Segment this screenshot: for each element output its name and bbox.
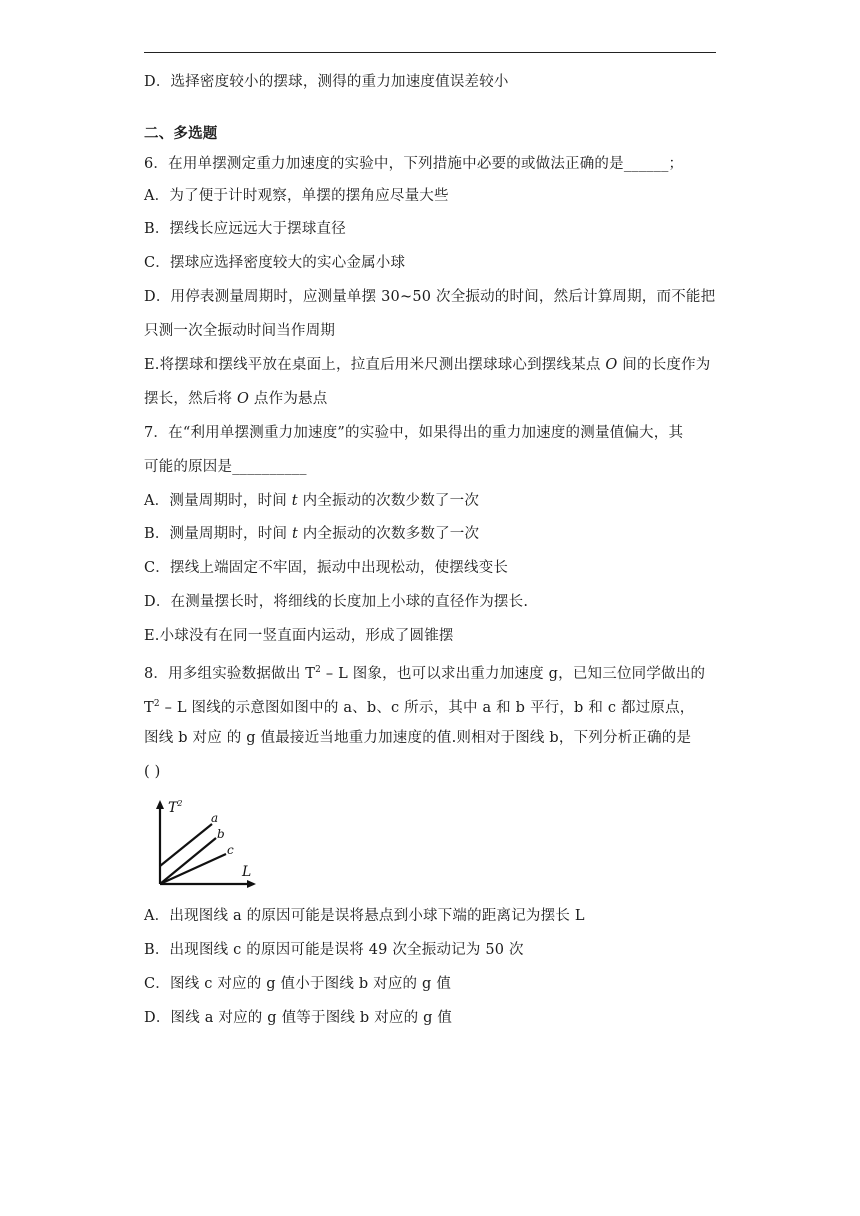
q7-option-b-text-2: 内全振动的次数多数了一次 (298, 526, 480, 542)
previous-question-option-d: D．选择密度较小的摆球，测得的重力加速度值误差较小 (144, 74, 509, 90)
t2-l-graph-svg (150, 796, 266, 892)
q6-option-b: B．摆线长应远远大于摆球直径 (144, 221, 346, 237)
t2-l-graph-figure (150, 796, 266, 892)
q8-option-c: C．图线 c 对应的 g 值小于图线 b 对应的 g 值 (144, 976, 452, 992)
q7-stem-line2: 可能的原因是__________ (144, 459, 307, 475)
q8-stem-text-4: – L 图线的示意图如图中的 a、b、c 所示，其中 a 和 b 平行，b 和 c 都过原点， (159, 699, 695, 716)
q8-stem-line2 (144, 694, 724, 718)
q6-option-d-line2: 只测一次全振动时间当作周期 (144, 323, 336, 339)
q6-stem: 6．在用单摆测定重力加速度的实验中，下列措施中必要的或做法正确的是______； (144, 156, 684, 172)
q6-option-e-var-o: O (605, 357, 618, 373)
q7-option-a-text-1: A．测量周期时，时间 (144, 493, 292, 509)
q7-option-c: C．摆线上端固定不牢固，振动中出现松动，使摆线变长 (144, 560, 509, 576)
q8-stem-text-1: 8．用多组实验数据做出 T (144, 665, 316, 682)
q7-stem-line1: 7．在“利用单摆测重力加速度”的实验中，如果得出的重力加速度的测量值偏大，其 (144, 425, 684, 441)
q8-option-b: B．出现图线 c 的原因可能是误将 49 次全振动记为 50 次 (144, 942, 524, 958)
q8-stem-text-2: – L 图象，也可以求出重力加速度 g，已知三位同学做出的 (321, 665, 706, 682)
q6-option-e-var-o-2: O (237, 391, 250, 407)
section-heading-multiple-choice: 二、多选题 (144, 125, 218, 142)
q7-option-d: D．在测量摆长时，将细线的长度加上小球的直径作为摆长. (144, 594, 529, 610)
q6-option-e-text-3: 摆长，然后将 (144, 391, 238, 407)
q7-option-a-text-2: 内全振动的次数少数了一次 (297, 493, 480, 509)
header-rule (144, 52, 716, 53)
x-axis-arrow-icon (247, 880, 256, 888)
line-b-label: b (217, 827, 225, 841)
q6-option-e-line1 (144, 355, 724, 375)
q7-option-b-var-t: t (291, 526, 298, 542)
q7-option-e: E.小球没有在同一竖直面内运动，形成了圆锥摆 (144, 628, 454, 644)
q6-option-d-line1: D．用停表测量周期时，应测量单摆 30~50 次全振动的时间，然后计算周期，而不能把 (144, 289, 716, 305)
q8-stem-sup-2: 2 (153, 699, 160, 709)
q6-option-e-line2 (144, 389, 724, 409)
q6-option-e-text-2: 间的长度作为 (617, 357, 711, 373)
q8-stem-line1 (144, 660, 724, 684)
q7-option-a-var-t: t (291, 493, 298, 509)
graph-line-b (160, 838, 216, 884)
line-a-label: a (211, 811, 219, 825)
q8-option-a: A．出现图线 a 的原因可能是误将悬点到小球下端的距离记为摆长 L (144, 908, 585, 924)
x-axis-label: L (242, 864, 252, 880)
q7-option-b (144, 524, 724, 544)
q8-stem-line4: ( ) (144, 764, 161, 780)
q8-stem-text-3: T (144, 699, 154, 716)
line-c-label: c (227, 843, 234, 857)
q7-option-b-text-1: B．测量周期时，时间 (144, 526, 292, 542)
q8-stem-sup-1: 2 (315, 665, 322, 675)
q6-option-a: A．为了便于计时观察，单摆的摆角应尽量大些 (144, 188, 449, 204)
y-axis-label: $T^2$ (168, 799, 183, 816)
q8-stem-line3: 图线 b 对应 的 g 值最接近当地重力加速度的值.则相对于图线 b，下列分析正确的是 (144, 730, 692, 746)
q6-option-c: C．摆球应选择密度较大的实心金属小球 (144, 255, 406, 271)
q8-option-d: D．图线 a 对应的 g 值等于图线 b 对应的 g 值 (144, 1010, 453, 1026)
y-axis-arrow-icon (156, 800, 164, 809)
q6-option-e-text-1: E.将摆球和摆线平放在桌面上，拉直后用米尺测出摆球球心到摆线某点 (144, 357, 606, 373)
q6-option-e-text-4: 点作为悬点 (249, 391, 328, 407)
q7-option-a (144, 491, 724, 511)
graph-line-a (160, 824, 212, 866)
